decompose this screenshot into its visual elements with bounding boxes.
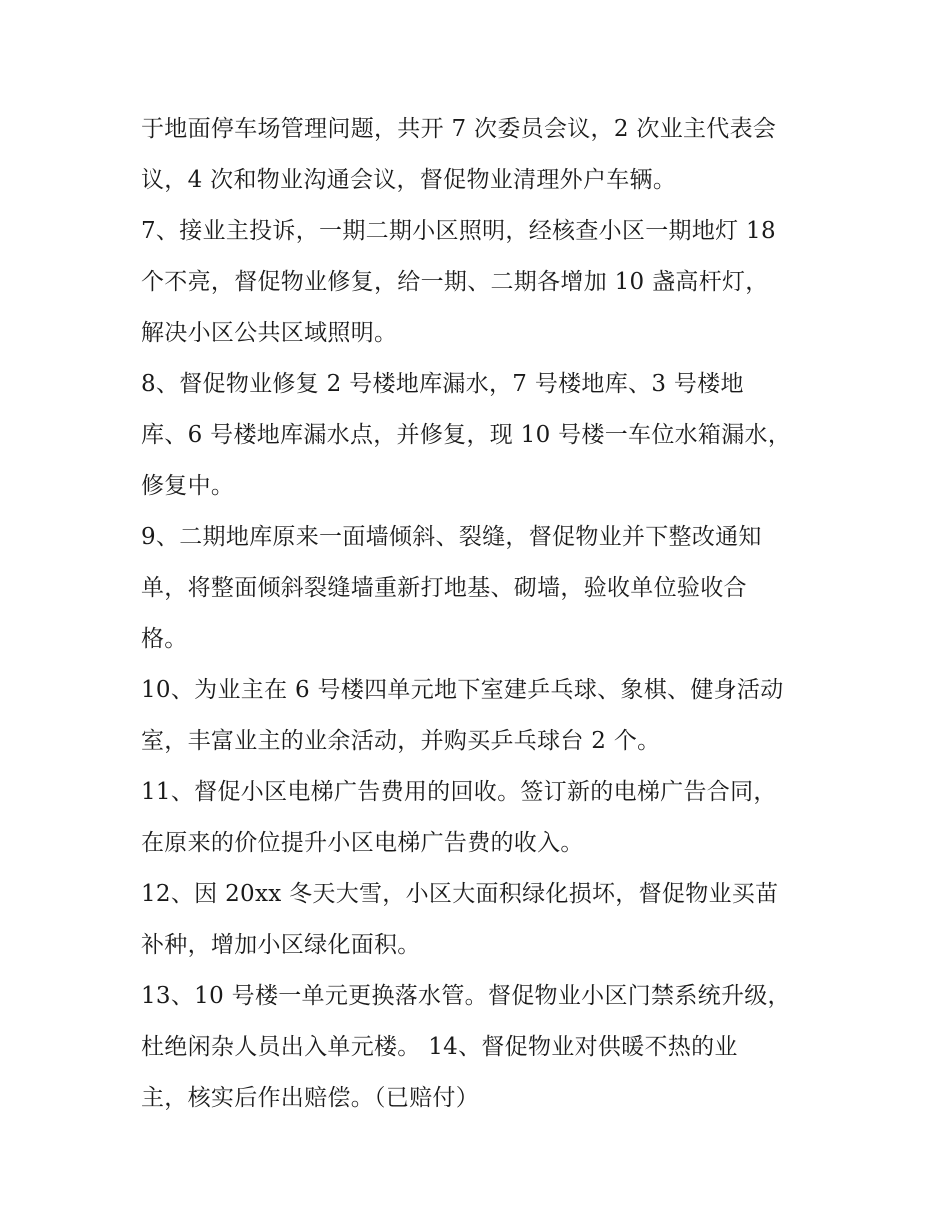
text-line: 个不亮，督促物业修复，给一期、二期各增加 10 盏高杆灯， (141, 269, 769, 295)
text-line: 格。 (141, 626, 188, 652)
text-line: 修复中。 (141, 473, 235, 499)
text-line: 补种，增加小区绿化面积。 (141, 932, 421, 958)
text-line: 解决小区公共区域照明。 (141, 320, 398, 346)
text-line: 于地面停车场管理问题，共开 7 次委员会议，2 次业主代表会 (141, 116, 777, 142)
text-line: 9、二期地库原来一面墙倾斜、裂缝，督促物业并下整改通知 (141, 524, 762, 550)
text-line: 杜绝闲杂人员出入单元楼。 14、督促物业对供暖不热的业 (141, 1034, 738, 1060)
text-line: 10、为业主在 6 号楼四单元地下室建乒乓球、象棋、健身活动 (141, 677, 784, 703)
text-line: 13、10 号楼一单元更换落水管。督促物业小区门禁系统升级， (141, 983, 791, 1009)
text-line: 12、因 20xx 冬天大雪，小区大面积绿化损坏，督促物业买苗 (141, 881, 779, 907)
text-line: 11、督促小区电梯广告费用的回收。签订新的电梯广告合同， (141, 779, 777, 805)
text-line: 单，将整面倾斜裂缝墙重新打地基、砌墙，验收单位验收合 (141, 575, 747, 601)
text-line: 室，丰富业主的业余活动，并购买乒乓球台 2 个。 (141, 728, 661, 754)
text-line: 7、接业主投诉，一期二期小区照明，经核查小区一期地灯 18 (141, 218, 776, 244)
text-line: 主，核实后作出赔偿。（已赔付） (141, 1085, 479, 1111)
text-line: 议，4 次和物业沟通会议，督促物业清理外户车辆。 (141, 167, 677, 193)
text-line: 在原来的价位提升小区电梯广告费的收入。 (141, 830, 584, 856)
text-line: 8、督促物业修复 2 号楼地库漏水，7 号楼地库、3 号楼地 (141, 371, 744, 397)
text-line: 库、6 号楼地库漏水点，并修复，现 10 号楼一车位水箱漏水， (141, 422, 792, 448)
